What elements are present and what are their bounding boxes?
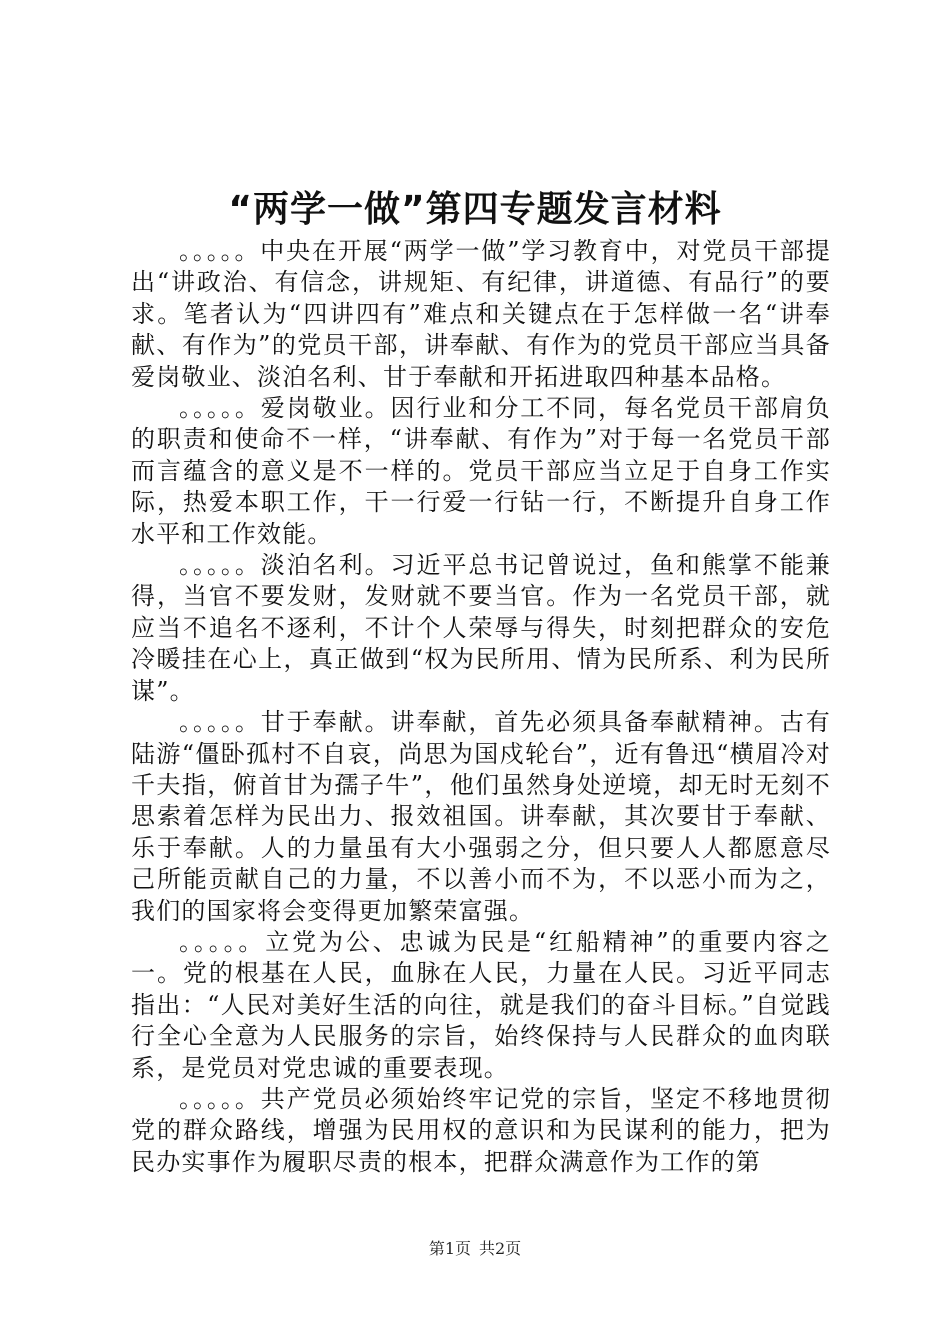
paragraph-intro: 。。。。。中央在开展“两学一做”学习教育中，对党员干部提出“讲政治、有信念，讲规矩、有纪律，讲道德、有品行”的要求。笔者认为“四讲四有”难点和关键点在于怎样做一名“讲奉献、有作为”的党员干部，讲奉献、有作为的党员干部应当具备爱岗敬业、淡泊名利、甘于奉献和开拓进取四种基本品格。	[131, 237, 831, 391]
paragraph-party-purpose: 。。。。。共产党员必须始终牢记党的宗旨，坚定不移地贯彻党的群众路线，增强为民用权的意识和为民谋利的能力，把为民办实事作为履职尽责的根本，把群众满意作为工作的第	[131, 1084, 831, 1176]
paragraph-willing-to-contribute: 。。。。。甘于奉献。讲奉献，首先必须具备奉献精神。古有陆游“僵卧孤村不自哀，尚思为国戍轮台”，近有鲁迅“横眉冷对千夫指，俯首甘为孺子牛”，他们虽然身处逆境，却无时无刻不思索着怎样为民出力、报效祖国。讲奉献，其次要甘于奉献、乐于奉献。人的力量虽有大小强弱之分，但只要人人都愿意尽己所能贡献自己的力量，不以善小而不为，不以恶小而为之，我们的国家将会变得更加繁荣富强。	[131, 708, 831, 925]
page-number-total: 共2页	[479, 1239, 522, 1258]
document-body	[131, 236, 831, 1180]
page-number-current: 第1页	[428, 1239, 471, 1258]
paragraph-dedication: 。。。。。爱岗敬业。因行业和分工不同，每名党员干部肩负的职责和使命不一样，“讲奉献、有作为”对于每一名党员干部而言蕴含的意义是不一样的。党员干部应当立足于自身工作实际，热爱本职工作，干一行爱一行钻一行，不断提升自身工作水平和工作效能。	[131, 394, 831, 548]
document-title: “两学一做”第四专题发言材料	[228, 189, 722, 230]
paragraph-loyalty-to-people: 。。。。。立党为公、忠诚为民是“红船精神”的重要内容之一。党的根基在人民，血脉在人民，力量在人民。习近平同志指出：“人民对美好生活的向往，就是我们的奋斗目标。”自觉践行全心全意为人民服务的宗旨，始终保持与人民群众的血肉联系，是党员对党忠诚的重要表现。	[131, 927, 831, 1082]
page-footer	[0, 1238, 950, 1260]
paragraph-indifference-to-fame: 。。。。。淡泊名利。习近平总书记曾说过，鱼和熊掌不能兼得，当官不要发财，发财就不要当官。作为一名党员干部，就应当不追名不逐利，不计个人荣辱与得失，时刻把群众的安危冷暖挂在心上，真正做到“权为民所用、情为民所系、利为民所谋”。	[131, 551, 831, 705]
